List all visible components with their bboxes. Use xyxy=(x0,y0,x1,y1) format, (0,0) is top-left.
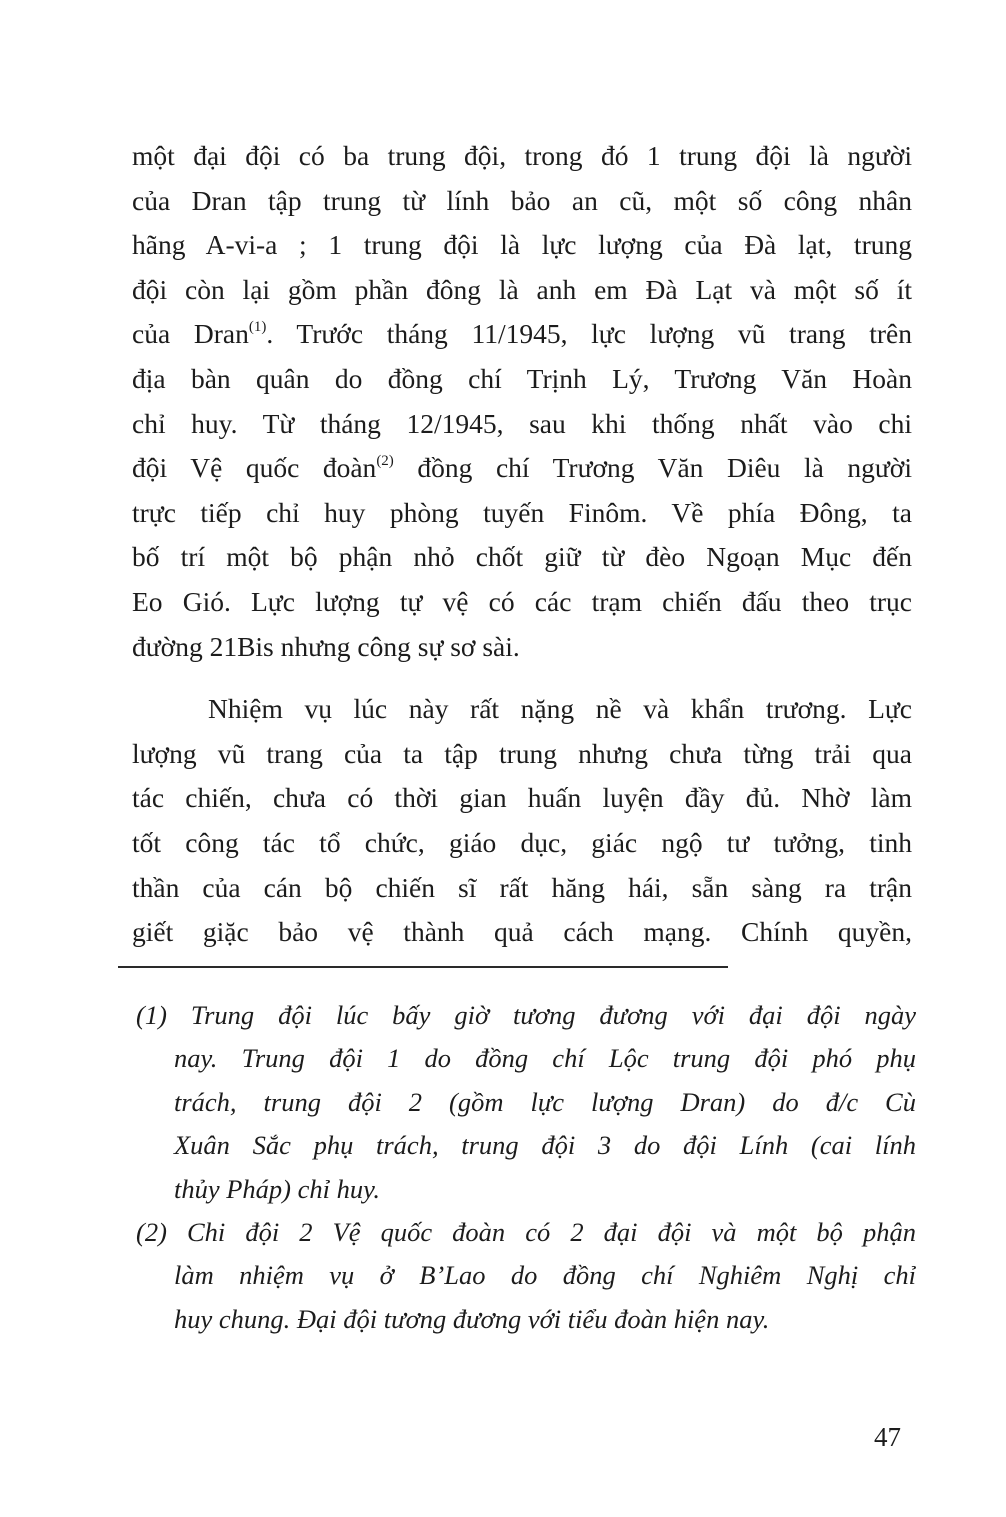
text-line: giết giặc bảo vệ thành quả cách mạng. Chính quyền, xyxy=(132,916,912,948)
text-line xyxy=(132,312,912,357)
text-line: của Dran tập trung từ lính bảo an cũ, một số công nhân xyxy=(132,184,912,216)
text-line: trực tiếp chỉ huy phòng tuyến Finôm. Về phía Đông, ta xyxy=(132,496,912,528)
text-line: lượng vũ trang của ta tập trung nhưng chưa từng trải qua xyxy=(132,737,912,769)
footnote-line: (2) Chi đội 2 Vệ quốc đoàn có 2 đại đội và một bộ phận xyxy=(136,1217,916,1248)
footnote-line: huy chung. Đại đội tương đương với tiểu đoàn hiện nay. xyxy=(174,1303,770,1334)
text-line: tốt công tác tổ chức, giáo dục, giác ngộ tư tưởng, tinh xyxy=(132,826,912,858)
footnote-line: Xuân Sắc phụ trách, trung đội 3 do đội Lính (cai lính xyxy=(174,1130,916,1161)
text-segment: đồng chí Trương Văn Diêu là người xyxy=(393,452,912,484)
text-line: một đại đội có ba trung đội, trong đó 1 trung đội là người xyxy=(132,140,912,171)
text-line: tác chiến, chưa có thời gian huấn luyện đầy đủ. Nhờ làm xyxy=(132,782,912,814)
footnote-line: nay. Trung đội 1 do đồng chí Lộc trung đội phó phụ xyxy=(174,1043,916,1074)
text-line: Nhiệm vụ lúc này rất nặng nề và khẩn trương. Lực xyxy=(208,693,912,725)
text-line: Eo Gió. Lực lượng tự vệ có các trạm chiến đấu theo trục xyxy=(132,585,912,617)
footnote-line: (1) Trung đội lúc bấy giờ tương đương với đại đội ngày xyxy=(136,1000,916,1030)
text-line: đường 21Bis nhưng công sự sơ sài. xyxy=(132,630,520,662)
footnote-ref-2: (2) xyxy=(376,453,394,470)
main-text xyxy=(132,134,912,955)
footnote-line: thủy Pháp) chỉ huy. xyxy=(174,1173,381,1204)
text-line: chỉ huy. Từ tháng 12/1945, sau khi thống nhất vào chi xyxy=(132,407,912,439)
text-line: thần của cán bộ chiến sĩ rất hăng hái, sẵn sàng ra trận xyxy=(132,871,912,903)
page-number: 47 xyxy=(874,1422,901,1452)
footnote-line: làm nhiệm vụ ở B’Lao do đồng chí Nghiêm Nghị chỉ xyxy=(174,1260,916,1291)
text-line: đội còn lại gồm phần đông là anh em Đà Lạt và một số ít xyxy=(132,273,912,305)
footnote-divider xyxy=(118,966,728,968)
text-line xyxy=(132,446,912,491)
text-line: hãng A-vi-a ; 1 trung đội là lực lượng của Đà lạt, trung xyxy=(132,229,912,261)
footnotes xyxy=(136,994,916,1341)
text-line: địa bàn quân do đồng chí Trịnh Lý, Trương Văn Hoàn xyxy=(132,362,912,394)
paragraph-2 xyxy=(132,687,912,955)
paragraph-1 xyxy=(132,134,912,669)
text-segment: . Trước tháng 11/1945, lực lượng vũ trang trên xyxy=(266,318,912,350)
text-segment: đội Vệ quốc đoàn xyxy=(132,452,377,484)
footnote-1 xyxy=(136,994,916,1211)
text-segment: của Dran xyxy=(132,318,249,350)
footnote-line: trách, trung đội 2 (gồm lực lượng Dran) do đ/c Cù xyxy=(174,1086,916,1117)
text-line: bố trí một bộ phận nhỏ chốt giữ từ đèo Ngoạn Mục đến xyxy=(132,541,912,573)
footnote-ref-1: (1) xyxy=(248,319,267,336)
footnote-2 xyxy=(136,1211,916,1341)
